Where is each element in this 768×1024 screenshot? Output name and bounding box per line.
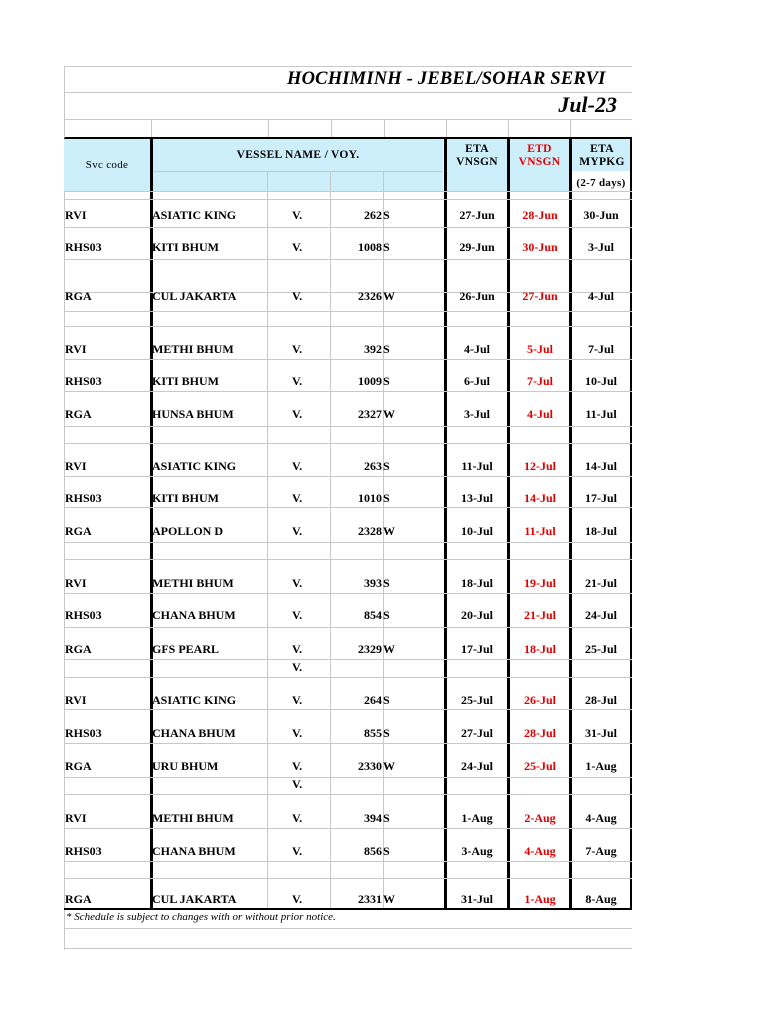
eta-mypkg-cell: 8-Aug	[585, 892, 617, 906]
voyage-number-cell: 1008	[358, 240, 382, 254]
voyage-prefix-cell: V.	[292, 759, 303, 773]
etd-vnsgn-cell: 21-Jul	[523, 608, 556, 622]
gridline	[64, 476, 632, 477]
etd-vnsgn-cell: 28-Jun	[522, 208, 558, 222]
vessel-name-cell: ASIATIC KING	[152, 208, 237, 222]
header-etd-vnsgn-1: ETD	[527, 143, 552, 155]
gridline	[384, 120, 385, 137]
schedule-note: * Schedule is subject to changes with or without prior notice.	[66, 911, 336, 923]
gridline	[64, 359, 632, 360]
voyage-prefix-cell: V.	[292, 726, 303, 740]
table-row	[64, 693, 632, 709]
table-bottom-border	[64, 908, 632, 910]
table-row	[64, 576, 632, 592]
direction-cell: S	[383, 240, 390, 254]
header-eta-mypkg-2: MYPKG	[579, 156, 625, 168]
gridline	[64, 326, 632, 327]
header-vessel-name: VESSEL NAME / VOY.	[236, 149, 360, 161]
table-row	[64, 726, 632, 742]
eta-vnsgn-cell: 29-Jun	[459, 240, 495, 254]
direction-cell: S	[383, 726, 390, 740]
eta-vnsgn-cell: 6-Jul	[463, 374, 490, 388]
voyage-prefix-cell: V.	[292, 342, 303, 356]
svc-code-cell: RHS03	[65, 240, 102, 254]
voyage-prefix-cell: V.	[292, 693, 303, 707]
gridline	[64, 878, 632, 879]
gridline	[64, 794, 632, 795]
gridline	[64, 391, 632, 392]
header-etd-vnsgn-2: VNSGN	[518, 156, 561, 168]
voyage-number-cell: 855	[364, 726, 382, 740]
etd-vnsgn-cell: 28-Jul	[523, 726, 556, 740]
eta-mypkg-cell: 7-Aug	[585, 844, 617, 858]
table-row	[64, 660, 632, 676]
etd-vnsgn-cell: 2-Aug	[524, 811, 556, 825]
eta-vnsgn-cell: 11-Jul	[461, 459, 493, 473]
etd-vnsgn-cell: 7-Jul	[526, 374, 553, 388]
voyage-prefix-cell: V.	[292, 892, 303, 906]
gridline	[64, 227, 632, 228]
vessel-name-cell: CHANA BHUM	[152, 844, 236, 858]
direction-cell: S	[383, 844, 390, 858]
voyage-number-cell: 2326	[358, 289, 382, 303]
eta-mypkg-cell: 28-Jul	[584, 693, 617, 707]
voyage-number-cell: 1009	[358, 374, 382, 388]
svc-code-cell: RGA	[65, 892, 92, 906]
eta-mypkg-cell: 18-Jul	[584, 524, 617, 538]
eta-vnsgn-cell: 3-Aug	[461, 844, 493, 858]
eta-vnsgn-cell: 27-Jun	[459, 208, 495, 222]
voyage-prefix-cell: V.	[292, 642, 303, 656]
gridline	[64, 542, 632, 543]
svc-code-cell: RHS03	[65, 726, 102, 740]
svc-code-cell: RGA	[65, 759, 92, 773]
table-row	[64, 524, 632, 540]
eta-mypkg-cell: 21-Jul	[584, 576, 617, 590]
voyage-number-cell: 2330	[358, 759, 382, 773]
etd-vnsgn-cell: 11-Jul	[524, 524, 556, 538]
direction-cell: W	[383, 524, 395, 538]
table-row	[64, 342, 632, 358]
voyage-prefix-cell: V.	[292, 524, 303, 538]
table-row	[64, 777, 632, 793]
eta-mypkg-cell: 14-Jul	[584, 459, 617, 473]
vessel-name-cell: METHI BHUM	[152, 811, 234, 825]
eta-vnsgn-cell: 18-Jul	[460, 576, 493, 590]
gridline	[64, 311, 632, 312]
voyage-number-cell: 262	[364, 208, 382, 222]
table-row	[64, 759, 632, 775]
gridline	[151, 120, 152, 137]
gridline	[64, 507, 632, 508]
vessel-name-cell: METHI BHUM	[152, 342, 234, 356]
schedule-month: Jul-23	[558, 92, 617, 117]
direction-cell: S	[383, 208, 390, 222]
eta-vnsgn-cell: 31-Jul	[460, 892, 493, 906]
eta-mypkg-cell: 30-Jun	[583, 208, 619, 222]
vessel-name-cell: URU BHUM	[152, 759, 219, 773]
eta-vnsgn-cell: 3-Jul	[463, 407, 490, 421]
svc-code-cell: RHS03	[65, 844, 102, 858]
header-eta-vnsgn-2: VNSGN	[456, 156, 498, 168]
gridline	[64, 426, 632, 427]
direction-cell: W	[383, 642, 395, 656]
voyage-number-cell: 263	[364, 459, 382, 473]
etd-vnsgn-cell: 19-Jul	[523, 576, 556, 590]
direction-cell: S	[383, 374, 390, 388]
eta-vnsgn-cell: 25-Jul	[460, 693, 493, 707]
voyage-prefix-cell: V.	[292, 576, 303, 590]
voyage-number-cell: 856	[364, 844, 382, 858]
schedule-sheet	[64, 66, 632, 950]
eta-vnsgn-cell: 10-Jul	[460, 524, 493, 538]
table-row	[64, 374, 632, 390]
etd-vnsgn-cell: 25-Jul	[523, 759, 556, 773]
header-eta-vnsgn-1: ETA	[465, 143, 489, 155]
voyage-number-cell: 393	[364, 576, 382, 590]
table-row	[64, 459, 632, 475]
gridline	[64, 559, 632, 560]
eta-mypkg-cell: 1-Aug	[585, 759, 617, 773]
vessel-name-cell: GFS PEARL	[152, 642, 220, 656]
svc-code-cell: RVI	[65, 811, 87, 825]
gridline	[64, 627, 632, 628]
vessel-name-cell: ASIATIC KING	[152, 693, 237, 707]
vessel-name-cell: APOLLON D	[152, 524, 224, 538]
svc-code-cell: RVI	[65, 576, 87, 590]
gridline	[64, 709, 632, 710]
table-row	[64, 844, 632, 860]
header-svc-code: Svc code	[85, 159, 129, 171]
etd-vnsgn-cell: 26-Jul	[523, 693, 556, 707]
gridline	[64, 259, 632, 260]
eta-mypkg-cell: 10-Jul	[584, 374, 617, 388]
title-row	[64, 66, 632, 93]
direction-cell: W	[383, 289, 395, 303]
vessel-name-cell: ASIATIC KING	[152, 459, 237, 473]
gridline	[64, 828, 632, 829]
voyage-number-cell: 2327	[358, 407, 382, 421]
eta-mypkg-cell: 4-Aug	[585, 811, 617, 825]
header-eta-mypkg-1: ETA	[590, 143, 614, 155]
gridline	[64, 191, 632, 192]
eta-mypkg-cell: 24-Jul	[584, 608, 617, 622]
eta-vnsgn-cell: 17-Jul	[460, 642, 493, 656]
gridline	[64, 199, 632, 200]
eta-mypkg-cell: 7-Jul	[587, 342, 614, 356]
table-row	[64, 407, 632, 423]
direction-cell: S	[383, 491, 390, 505]
etd-vnsgn-cell: 5-Jul	[526, 342, 553, 356]
table-row	[64, 240, 632, 256]
voyage-prefix-cell: V.	[292, 208, 303, 222]
svc-code-cell: RGA	[65, 642, 92, 656]
table-row	[64, 289, 632, 305]
gridline	[446, 120, 447, 137]
table-row	[64, 208, 632, 224]
direction-cell: S	[383, 608, 390, 622]
svc-code-cell: RGA	[65, 524, 92, 538]
schedule-title: HOCHIMINH - JEBEL/SOHAR SERVI	[287, 69, 606, 89]
voyage-prefix-cell: V.	[292, 407, 303, 421]
svc-code-cell: RHS03	[65, 374, 102, 388]
gridline	[508, 120, 509, 137]
voyage-number-cell: 2329	[358, 642, 382, 656]
table-row	[64, 608, 632, 624]
eta-vnsgn-cell: 20-Jul	[460, 608, 493, 622]
voyage-number-cell: 854	[364, 608, 382, 622]
vessel-name-cell: CHANA BHUM	[152, 726, 236, 740]
voyage-prefix-cell: V.	[292, 811, 303, 825]
gridline	[64, 928, 632, 929]
eta-vnsgn-cell: 24-Jul	[460, 759, 493, 773]
vessel-name-cell: KITI BHUM	[152, 240, 220, 254]
gridline	[64, 948, 632, 949]
direction-cell: W	[383, 759, 395, 773]
vessel-name-cell: METHI BHUM	[152, 576, 234, 590]
vessel-name-cell: CHANA BHUM	[152, 608, 236, 622]
eta-mypkg-cell: 3-Jul	[587, 240, 614, 254]
table-row	[64, 811, 632, 827]
eta-vnsgn-cell: 1-Aug	[461, 811, 493, 825]
vessel-name-cell: CUL JAKARTA	[152, 892, 237, 906]
table-row	[64, 642, 632, 658]
eta-vnsgn-cell: 13-Jul	[460, 491, 493, 505]
voyage-prefix-cell: V.	[292, 491, 303, 505]
eta-mypkg-cell: 17-Jul	[584, 491, 617, 505]
etd-vnsgn-cell: 14-Jul	[523, 491, 556, 505]
voyage-prefix-cell: V.	[292, 459, 303, 473]
voyage-prefix-cell: V.	[292, 777, 303, 791]
voyage-number-cell: 394	[364, 811, 382, 825]
svc-code-cell: RHS03	[65, 491, 102, 505]
eta-mypkg-cell: 11-Jul	[585, 407, 617, 421]
direction-cell: W	[383, 407, 395, 421]
spacer-row	[64, 120, 632, 139]
etd-vnsgn-cell: 27-Jun	[522, 289, 558, 303]
svc-code-cell: RVI	[65, 459, 87, 473]
eta-vnsgn-cell: 4-Jul	[463, 342, 490, 356]
etd-vnsgn-cell: 1-Aug	[524, 892, 556, 906]
svc-code-cell: RGA	[65, 289, 92, 303]
gridline	[64, 743, 632, 744]
vessel-name-cell: CUL JAKARTA	[152, 289, 237, 303]
direction-cell: S	[383, 342, 390, 356]
gridline	[268, 120, 269, 137]
gridline	[64, 861, 632, 862]
voyage-number-cell: 2328	[358, 524, 382, 538]
voyage-prefix-cell: V.	[292, 240, 303, 254]
eta-vnsgn-cell: 27-Jul	[460, 726, 493, 740]
voyage-prefix-cell: V.	[292, 608, 303, 622]
direction-cell: W	[383, 892, 395, 906]
vessel-name-cell: KITI BHUM	[152, 374, 220, 388]
voyage-prefix-cell: V.	[292, 374, 303, 388]
table-row	[64, 491, 632, 507]
voyage-number-cell: 392	[364, 342, 382, 356]
header-transit-days: (2-7 days)	[576, 177, 626, 189]
direction-cell: S	[383, 811, 390, 825]
etd-vnsgn-cell: 30-Jun	[522, 240, 558, 254]
voyage-number-cell: 2331	[358, 892, 382, 906]
voyage-number-cell: 264	[364, 693, 382, 707]
etd-vnsgn-cell: 4-Jul	[526, 407, 553, 421]
direction-cell: S	[383, 459, 390, 473]
month-row	[64, 92, 632, 120]
etd-vnsgn-cell: 18-Jul	[523, 642, 556, 656]
gridline	[64, 677, 632, 678]
header-vessel-subcell	[153, 171, 443, 192]
direction-cell: S	[383, 693, 390, 707]
gridline	[64, 443, 632, 444]
eta-mypkg-cell: 4-Jul	[587, 289, 614, 303]
svc-code-cell: RHS03	[65, 608, 102, 622]
svc-code-cell: RVI	[65, 208, 87, 222]
gridline	[570, 120, 571, 137]
direction-cell: S	[383, 576, 390, 590]
svc-code-cell: RVI	[65, 342, 87, 356]
etd-vnsgn-cell: 4-Aug	[524, 844, 556, 858]
voyage-prefix-cell: V.	[292, 289, 303, 303]
voyage-prefix-cell: V.	[292, 844, 303, 858]
voyage-number-cell: 1010	[358, 491, 382, 505]
eta-mypkg-cell: 25-Jul	[584, 642, 617, 656]
table-row	[64, 892, 632, 908]
voyage-prefix-cell: V.	[292, 660, 303, 674]
gridline	[64, 593, 632, 594]
vessel-name-cell: HUNSA BHUM	[152, 407, 234, 421]
eta-vnsgn-cell: 26-Jun	[459, 289, 495, 303]
eta-mypkg-cell: 31-Jul	[584, 726, 617, 740]
svc-code-cell: RGA	[65, 407, 92, 421]
etd-vnsgn-cell: 12-Jul	[523, 459, 556, 473]
gridline	[331, 120, 332, 137]
vessel-name-cell: KITI BHUM	[152, 491, 220, 505]
svc-code-cell: RVI	[65, 693, 87, 707]
